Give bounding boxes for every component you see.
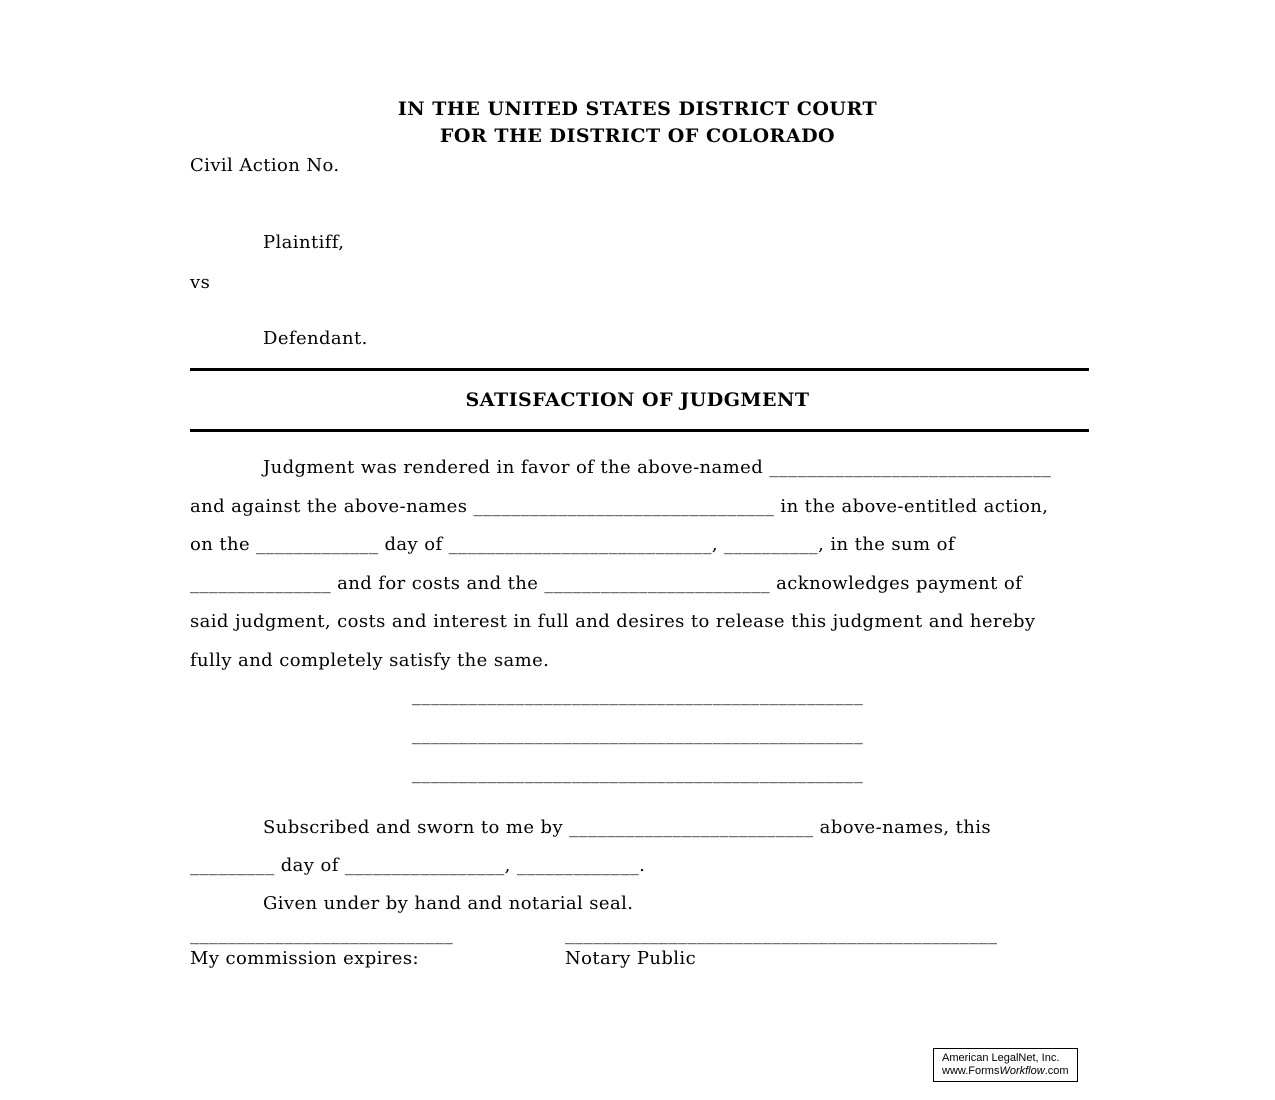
sworn-line-2: _________ day of _________________, _____________. xyxy=(190,855,646,876)
judgment-line-4: _______________ and for costs and the ________________________ acknowledges payment of xyxy=(190,572,1023,594)
signature-line-3: ________________________________________________ xyxy=(411,763,864,784)
court-header xyxy=(0,96,1275,150)
branding-website-url xyxy=(942,1065,1069,1078)
commission-signature-column xyxy=(190,925,453,973)
judgment-line-5: said judgment, costs and interest in full and desires to release this judgment and hereby xyxy=(190,611,1036,633)
civil-action-label: Civil Action No. xyxy=(190,155,340,176)
court-name-line1: IN THE UNITED STATES DISTRICT COURT xyxy=(397,98,878,120)
divider-bottom xyxy=(190,429,1089,432)
judgment-line-3: on the _____________ day of ____________________________, __________, in the sum of xyxy=(190,534,955,556)
url-workflow: Workflow xyxy=(999,1065,1045,1077)
url-prefix: www.Forms xyxy=(942,1065,1000,1077)
commission-expires-label: My commission expires: xyxy=(190,948,419,969)
notary-signature-line: ______________________________________________ xyxy=(565,924,998,945)
notary-signature-column xyxy=(565,925,997,973)
notary-paragraph xyxy=(190,809,1095,923)
signature-line-2: ________________________________________________ xyxy=(411,724,864,745)
signature-line-1: ________________________________________________ xyxy=(411,685,864,706)
judgment-line-1: Judgment was rendered in favor of the above-named ______________________________ xyxy=(263,457,1052,478)
divider-top xyxy=(190,368,1089,371)
form-title: SATISFACTION OF JUDGMENT xyxy=(465,389,810,411)
court-name-line2: FOR THE DISTRICT OF COLORADO xyxy=(439,125,836,147)
sworn-line-1: Subscribed and sworn to me by __________________________ above-names, this xyxy=(263,817,992,838)
branding-company-name: American LegalNet, Inc. xyxy=(942,1052,1060,1064)
commission-signature-line: ____________________________ xyxy=(190,924,454,945)
vs-label: vs xyxy=(190,272,211,293)
defendant-label: Defendant. xyxy=(263,328,368,349)
notary-public-label: Notary Public xyxy=(565,948,697,969)
sworn-line-3: Given under by hand and notarial seal. xyxy=(263,893,634,914)
signature-lines-block xyxy=(0,676,1275,793)
judgment-paragraph xyxy=(190,449,1095,681)
plaintiff-label: Plaintiff, xyxy=(263,232,345,253)
judgment-line-6: fully and completely satisfy the same. xyxy=(190,649,550,671)
url-suffix: .com xyxy=(1044,1065,1069,1077)
judgment-line-2: and against the above-names ________________________________ in the above-entitled action, xyxy=(190,495,1049,517)
legalnet-branding-box xyxy=(933,1048,1078,1082)
